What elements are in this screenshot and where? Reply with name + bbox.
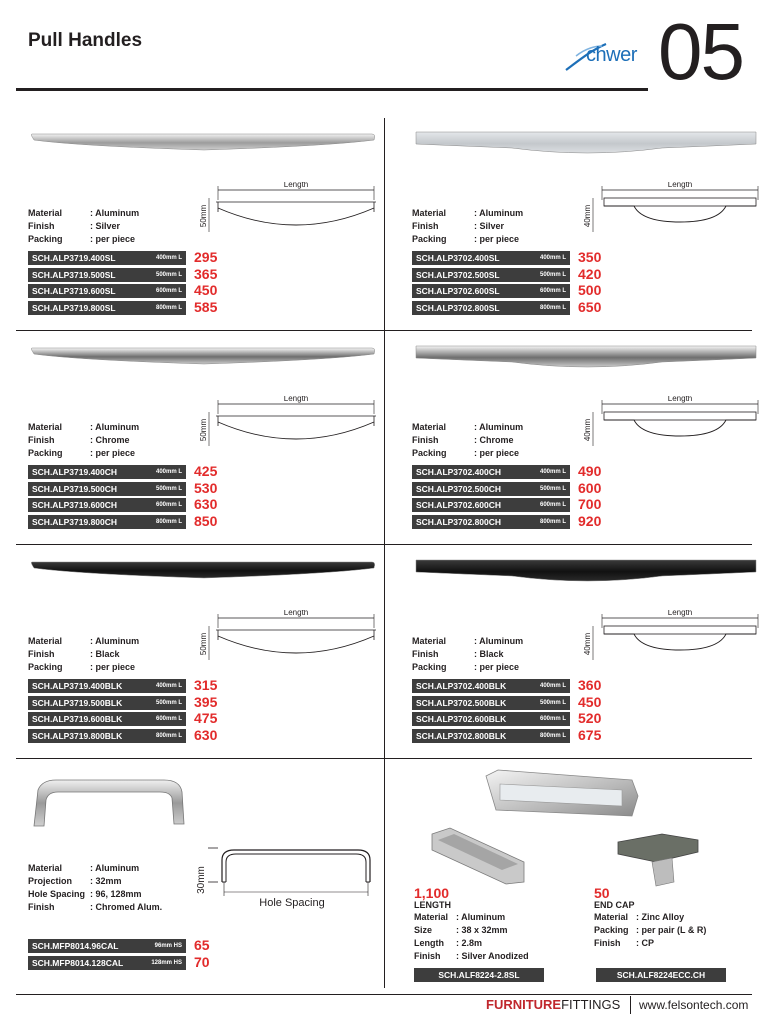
spec-list xyxy=(412,207,523,246)
spec-label: Packing xyxy=(412,662,447,672)
code-row xyxy=(412,514,642,531)
spec-list xyxy=(412,421,523,460)
code-row xyxy=(412,695,642,712)
spec-value: : per piece xyxy=(474,234,520,244)
product-code xyxy=(412,301,570,315)
spec-label: Finish xyxy=(412,221,439,231)
header-rule xyxy=(16,88,648,91)
spec-value: : Silver xyxy=(90,221,121,231)
code-row xyxy=(28,300,258,317)
price: 585 xyxy=(194,298,218,315)
spec-label: Material xyxy=(414,912,449,922)
spec-value: : Black xyxy=(90,649,120,659)
spec-label: Material xyxy=(412,208,447,218)
spec-value: : 2.8m xyxy=(456,938,483,948)
code-text: SCH.ALP3702.500SL xyxy=(416,269,500,280)
product-code xyxy=(28,301,186,315)
spec-value: : per pair (L & R) xyxy=(636,925,707,935)
footer-separator xyxy=(630,996,631,1014)
endcap-photo xyxy=(612,832,702,888)
code-size: 400mm L xyxy=(539,255,566,261)
page-title: Pull Handles xyxy=(28,30,143,51)
code-size: 96mm HS xyxy=(154,943,182,949)
code-row xyxy=(412,300,642,317)
chapter-number: 05 xyxy=(658,7,743,96)
code-text: SCH.ALP3719.400CH xyxy=(32,467,118,477)
spec-value: : 32mm xyxy=(90,876,122,886)
price: 475 xyxy=(194,710,218,726)
spec-label: Finish xyxy=(28,435,55,445)
endcap-spec-list xyxy=(594,911,706,950)
code-row xyxy=(28,497,258,514)
spec-list xyxy=(28,421,139,460)
product-code xyxy=(28,939,186,953)
code-size: 500mm L xyxy=(155,699,182,706)
endcap-title: END CAP xyxy=(594,900,635,910)
code-text: SCH.ALP3719.500BLK xyxy=(32,697,123,708)
code-row xyxy=(28,728,258,745)
code-row xyxy=(28,481,258,498)
spec-value: : Aluminum xyxy=(90,636,140,646)
price: 395 xyxy=(194,693,218,710)
price: 350 xyxy=(578,249,602,265)
code-table xyxy=(28,464,258,530)
code-row xyxy=(28,464,258,481)
spec-list xyxy=(412,635,523,674)
code-row xyxy=(28,678,258,695)
spec-value: : CP xyxy=(636,938,654,948)
spec-label: Material xyxy=(594,912,629,922)
length-label: Length xyxy=(283,396,309,403)
product-photo xyxy=(28,334,380,378)
price: 630 xyxy=(194,726,218,743)
code-size: 600mm L xyxy=(155,502,182,508)
product-code xyxy=(28,268,186,282)
code-text: SCH.MFP8014.96CAL xyxy=(32,941,119,951)
code-row xyxy=(28,955,258,972)
profile-photo xyxy=(482,766,642,822)
spec-label: Material xyxy=(412,422,447,432)
spec-value: : 96, 128mm xyxy=(90,889,142,899)
code-text: SCH.ALP3702.600CH xyxy=(416,500,502,510)
price: 295 xyxy=(194,249,218,265)
endcap-price: 50 xyxy=(594,885,610,901)
length-price: 1,100 xyxy=(414,885,450,901)
code-row xyxy=(28,283,258,300)
spec-label: Packing xyxy=(28,234,63,244)
price: 675 xyxy=(578,726,602,743)
product-cell xyxy=(384,118,768,332)
code-size: 600mm L xyxy=(155,288,182,294)
price: 450 xyxy=(578,693,602,710)
dimension-diagram xyxy=(580,610,760,672)
code-size: 128mm HS xyxy=(151,959,182,966)
spec-list xyxy=(28,635,139,674)
spec-value: : Chrome xyxy=(474,435,514,445)
spec-label: Finish xyxy=(28,902,55,912)
spec-label: Material xyxy=(28,422,63,432)
height-label: 50mm xyxy=(199,204,208,228)
code-text: SCH.ALP3719.600SL xyxy=(32,286,116,296)
spec-label: Finish xyxy=(412,649,439,659)
code-table xyxy=(28,678,258,744)
code-row xyxy=(412,250,642,267)
brand-name: chwer xyxy=(586,44,637,66)
product-code xyxy=(28,284,186,298)
code-size: 400mm L xyxy=(155,255,182,261)
code-row xyxy=(28,695,258,712)
product-code xyxy=(28,465,186,479)
code-text: SCH.ALP3719.800CH xyxy=(32,516,118,527)
product-code xyxy=(28,482,186,496)
code-text: SCH.ALP3719.400BLK xyxy=(32,681,123,691)
product-code xyxy=(412,712,570,726)
price: 650 xyxy=(578,298,602,315)
height-label: 40mm xyxy=(583,418,592,442)
code-text: SCH.ALP3702.400SL xyxy=(416,253,500,263)
spec-label: Finish xyxy=(28,221,55,231)
spec-label: Finish xyxy=(594,938,621,948)
spec-value: : per piece xyxy=(90,448,136,458)
code-table xyxy=(412,464,642,530)
code-row xyxy=(412,497,642,514)
code-row xyxy=(412,267,642,284)
product-code xyxy=(412,679,570,693)
product-code xyxy=(412,465,570,479)
code-text: SCH.ALP3702.500BLK xyxy=(416,697,507,708)
spec-value: : Aluminum xyxy=(90,863,140,873)
product-code: SCH.ALF8224ECC.CH xyxy=(596,968,726,982)
price: 365 xyxy=(194,265,218,282)
product-cell xyxy=(0,332,384,546)
spec-value: : Silver Anodized xyxy=(456,951,529,961)
spec-label: Finish xyxy=(28,649,55,659)
height-label: 40mm xyxy=(583,204,592,228)
footer-brand-bold: FURNITURE xyxy=(486,997,562,1012)
code-text: SCH.ALP3719.800SL xyxy=(32,302,116,313)
footer-brand xyxy=(486,997,620,1012)
product-cell xyxy=(0,546,384,760)
price: 500 xyxy=(578,282,602,298)
spec-value: : Silver xyxy=(474,221,505,231)
code-text: SCH.ALP3719.800BLK xyxy=(32,730,123,741)
price: 425 xyxy=(194,463,218,479)
code-text: SCH.ALP3702.800BLK xyxy=(416,730,507,741)
spec-label: Length xyxy=(414,938,444,948)
spec-label: Material xyxy=(28,636,63,646)
code-table xyxy=(28,250,258,316)
price: 450 xyxy=(194,282,218,298)
product-photo xyxy=(28,548,380,592)
code-row xyxy=(28,711,258,728)
length-spec-list xyxy=(414,911,529,963)
spec-label: Finish xyxy=(414,951,441,961)
product-cell xyxy=(0,118,384,332)
spec-value: : Zinc Alloy xyxy=(636,912,685,922)
price: 65 xyxy=(194,937,210,953)
spec-label: Hole Spacing xyxy=(28,889,86,899)
spec-value: : Aluminum xyxy=(474,208,524,218)
code-size: 500mm L xyxy=(155,485,182,492)
code-text: SCH.ALP3702.500CH xyxy=(416,483,502,494)
spec-value: : per piece xyxy=(90,662,136,672)
product-code xyxy=(412,696,570,710)
code-row xyxy=(412,678,642,695)
spec-value: : Aluminum xyxy=(474,636,524,646)
code-size: 400mm L xyxy=(155,683,182,689)
spec-value: : Aluminum xyxy=(474,422,524,432)
spec-label: Finish xyxy=(412,435,439,445)
spec-list xyxy=(28,862,162,914)
height-label: 50mm xyxy=(199,632,208,656)
code-text: SCH.ALP3702.600BLK xyxy=(416,714,507,724)
code-table xyxy=(412,250,642,316)
height-label: 40mm xyxy=(583,632,592,656)
product-code xyxy=(28,712,186,726)
product-code xyxy=(412,268,570,282)
spec-label: Packing xyxy=(28,448,63,458)
code-size: 800mm L xyxy=(155,732,182,739)
length-label: Length xyxy=(667,182,693,189)
code-row xyxy=(412,728,642,745)
code-text: SCH.ALP3719.500CH xyxy=(32,483,118,494)
dimension-diagram xyxy=(196,610,376,672)
code-text: SCH.ALP3719.500SL xyxy=(32,269,116,280)
spec-label: Packing xyxy=(412,448,447,458)
code-row xyxy=(412,283,642,300)
spec-list xyxy=(28,207,139,246)
dimension-diagram xyxy=(196,396,376,458)
spec-value: : Chromed Alum. xyxy=(90,902,163,912)
code-size: 500mm L xyxy=(539,271,566,278)
footer-url[interactable]: www.felsontech.com xyxy=(639,998,749,1012)
code-size: 600mm L xyxy=(539,288,566,294)
footer-rule xyxy=(16,994,752,995)
code-row xyxy=(28,514,258,531)
product-code: SCH.ALF8224-2.8SL xyxy=(414,968,544,982)
price: 530 xyxy=(194,479,218,496)
height-label: 30mm xyxy=(196,866,207,894)
product-code xyxy=(28,729,186,743)
spec-value: : Aluminum xyxy=(90,208,140,218)
price: 850 xyxy=(194,512,218,529)
spacing-label: Hole Spacing xyxy=(259,897,325,909)
length-label: Length xyxy=(283,182,309,189)
product-code xyxy=(28,515,186,529)
dimension-diagram xyxy=(196,182,376,244)
code-size: 500mm L xyxy=(155,271,182,278)
code-row xyxy=(412,481,642,498)
code-size: 800mm L xyxy=(539,518,566,525)
code-size: 400mm L xyxy=(539,683,566,689)
spec-label: Material xyxy=(412,636,447,646)
price: 920 xyxy=(578,512,602,529)
length-title: LENGTH xyxy=(414,900,451,910)
code-size: 800mm L xyxy=(155,304,182,311)
product-photo xyxy=(30,776,190,832)
spec-value: : Chrome xyxy=(90,435,130,445)
code-text: SCH.ALP3702.800SL xyxy=(416,302,500,313)
spec-value: : Aluminum xyxy=(90,422,140,432)
spec-label: Material xyxy=(28,863,63,873)
spec-value: : Aluminum xyxy=(456,912,506,922)
code-table xyxy=(28,938,258,971)
code-text: SCH.ALP3719.600BLK xyxy=(32,714,123,724)
price: 490 xyxy=(578,463,602,479)
footer-brand-rest: FITTINGS xyxy=(561,997,621,1012)
code-text: SCH.ALP3702.400BLK xyxy=(416,681,507,691)
price: 315 xyxy=(194,677,218,693)
code-row xyxy=(28,250,258,267)
price: 700 xyxy=(578,496,602,512)
code-table xyxy=(412,678,642,744)
code-text: SCH.ALP3702.400CH xyxy=(416,467,502,477)
code-size: 800mm L xyxy=(155,518,182,525)
spec-value: : per piece xyxy=(474,662,520,672)
length-label: Length xyxy=(667,610,693,617)
spec-label: Packing xyxy=(412,234,447,244)
product-cell xyxy=(384,332,768,546)
spec-value: : Black xyxy=(474,649,504,659)
product-code xyxy=(28,956,186,970)
spec-value: : 38 x 32mm xyxy=(456,925,508,935)
spec-label: Material xyxy=(28,208,63,218)
code-row xyxy=(28,267,258,284)
product-code xyxy=(28,251,186,265)
spec-label: Size xyxy=(414,925,433,935)
brand-logo xyxy=(562,36,654,76)
spec-value: : per piece xyxy=(90,234,136,244)
product-photo xyxy=(412,120,764,164)
product-code xyxy=(412,515,570,529)
price: 630 xyxy=(194,496,218,512)
product-code xyxy=(412,729,570,743)
code-size: 600mm L xyxy=(539,716,566,722)
length-label: Length xyxy=(667,396,693,403)
dimension-diagram xyxy=(580,182,760,244)
code-size: 600mm L xyxy=(155,716,182,722)
price: 420 xyxy=(578,265,602,282)
code-text: SCH.ALP3702.600SL xyxy=(416,286,500,296)
spec-label: Projection xyxy=(28,876,73,886)
product-photo xyxy=(412,334,764,378)
code-text: SCH.MFP8014.128CAL xyxy=(32,957,124,968)
price: 70 xyxy=(194,953,210,970)
code-size: 600mm L xyxy=(539,502,566,508)
product-code xyxy=(412,284,570,298)
price: 360 xyxy=(578,677,602,693)
code-size: 400mm L xyxy=(155,469,182,475)
code-size: 800mm L xyxy=(539,732,566,739)
product-code xyxy=(412,482,570,496)
code-text: SCH.ALP3719.400SL xyxy=(32,253,116,263)
price: 600 xyxy=(578,479,602,496)
product-code xyxy=(412,251,570,265)
length-photo xyxy=(428,826,528,886)
code-size: 800mm L xyxy=(539,304,566,311)
spec-label: Packing xyxy=(28,662,63,672)
product-code xyxy=(28,696,186,710)
product-code xyxy=(412,498,570,512)
code-text: SCH.ALP3719.600CH xyxy=(32,500,118,510)
dimension-diagram xyxy=(188,842,378,912)
spec-value: : per piece xyxy=(474,448,520,458)
price: 520 xyxy=(578,710,602,726)
code-size: 500mm L xyxy=(539,699,566,706)
code-row xyxy=(28,938,258,955)
product-code xyxy=(28,498,186,512)
code-row xyxy=(412,711,642,728)
code-row xyxy=(412,464,642,481)
length-label: Length xyxy=(283,610,309,617)
product-cell xyxy=(384,546,768,760)
code-size: 500mm L xyxy=(539,485,566,492)
product-photo xyxy=(412,548,764,592)
spec-label: Packing xyxy=(594,925,629,935)
code-size: 400mm L xyxy=(539,469,566,475)
product-photo xyxy=(28,120,380,164)
product-code xyxy=(28,679,186,693)
height-label: 50mm xyxy=(199,418,208,442)
dimension-diagram xyxy=(580,396,760,458)
code-text: SCH.ALP3702.800CH xyxy=(416,516,502,527)
